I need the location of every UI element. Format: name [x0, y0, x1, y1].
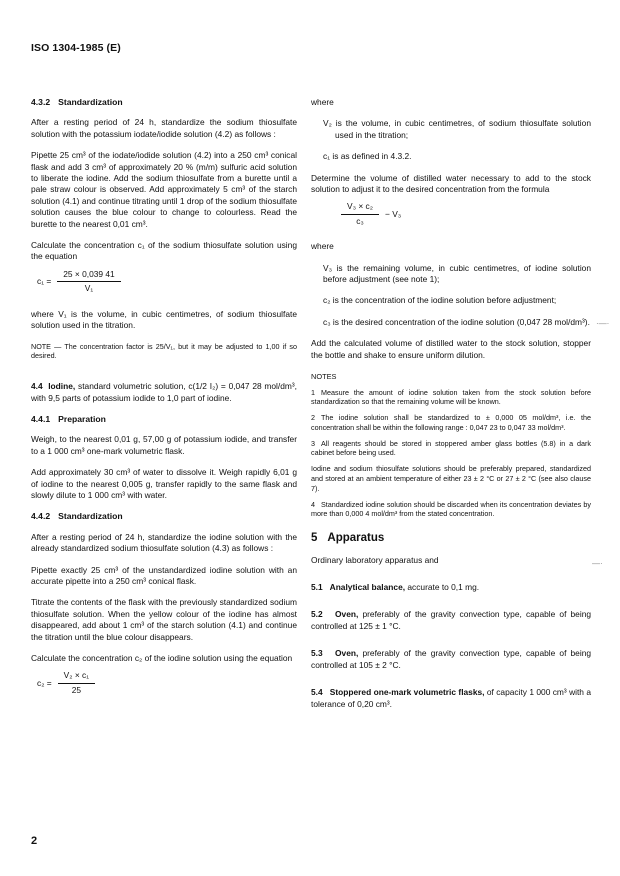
- section-text: standard volumetric solution, c(1/2 I₂) = 0,047 28 mol/dm³, with 9,5 parts of potassium iodide to 1,0 part of iodine.: [31, 381, 297, 403]
- paragraph: where: [311, 97, 334, 107]
- section-number: 5.1: [311, 582, 323, 593]
- section-4-4-2-heading: [31, 511, 297, 522]
- section-5-2: [311, 609, 591, 632]
- definition-v2: V₂ is the volume, in cubic centimetres, of sodium thiosulfate solution used in the titration;: [323, 118, 591, 140]
- notes-title: NOTES: [311, 372, 337, 382]
- note-2: [311, 413, 591, 433]
- paragraph: Add approximately 30 cm³ of water to dissolve it. Weigh rapidly 6,01 g of iodine to the nearest 0,005 g, transfer rapidly to the same flask and slowly dilute to 1 000 cm³ with water.: [31, 467, 297, 500]
- note-text: Measure the amount of iodine solution taken from the stock solution before standardization so that the remaining volume will be known.: [311, 387, 591, 407]
- equation-c2: [37, 670, 297, 696]
- fraction-denominator: c₃: [356, 215, 364, 226]
- section-number: 4.3.2: [31, 97, 51, 107]
- paragraph: Calculate the concentration c₁ of the sodium thiosulfate solution using the equation: [31, 240, 297, 262]
- note-text: All reagents should be stored in stoppered amber glass bottles (5.8) in a dark cabinet before being used.: [311, 438, 591, 458]
- paragraph: Add the calculated volume of distilled water to the stock solution, stopper the bottle and shake to ensure uniform dilution.: [311, 338, 591, 360]
- paragraph: where: [311, 241, 334, 252]
- fraction-numerator: 25 × 0,039 41: [57, 269, 120, 282]
- section-number: 5: [311, 532, 318, 545]
- equation-lhs: c₂ =: [37, 677, 52, 688]
- definition-c3: c₃ is the desired concentration of the iodine solution (0,047 28 mol/dm³).: [323, 316, 590, 327]
- note-text: The iodine solution shall be standardized to ± 0,000 05 mol/dm³, i.e. the concentration shall be within the following range : 0,047 23 to 0,047 33 mol/dm³.: [311, 413, 591, 432]
- fraction-denominator: V₁: [84, 283, 94, 294]
- section-title: Iodine,: [48, 381, 76, 392]
- paragraph: where V₁ is the volume, in cubic centimetres, of sodium thiosulfate solution used in the titration.: [31, 308, 297, 331]
- note-4: [311, 500, 591, 520]
- section-number: 4.4.2: [31, 511, 51, 522]
- definition-v3: V₃ is the remaining volume, in cubic centimetres, of iodine solution before adjustment (see note 1);: [323, 262, 591, 285]
- note-3-continued: Iodine and sodium thiosulfate solutions should be preferably prepared, standardized and stored at an ambient temperature of either 23 ± 2 °C or 27 ± 2 °C (see also clause 7).: [311, 464, 591, 493]
- section-number: 5.2: [311, 609, 323, 620]
- page-number: 2: [31, 835, 38, 847]
- section-5-3: [311, 648, 591, 671]
- fraction: [57, 269, 120, 295]
- section-title: Oven,: [335, 609, 359, 620]
- note-number: 2: [311, 413, 315, 423]
- paragraph: Ordinary laboratory apparatus and: [311, 554, 439, 565]
- section-title: Preparation: [58, 413, 106, 424]
- note-3: [311, 439, 591, 459]
- section-4-4-1-heading: [31, 414, 297, 425]
- section-title: Oven,: [335, 648, 359, 659]
- section-number: 4.4.1: [31, 413, 51, 424]
- paragraph: After a resting period of 24 h, standardize the sodium thiosulfate solution with the potassium iodate/iodide solution (4.2) as follows :: [31, 117, 297, 139]
- section-text: accurate to 0,1 mg.: [407, 582, 480, 593]
- paragraph: After a resting period of 24 h, standardize the iodine solution with the already standardized sodium thiosulfate solution (4.3) as follows :: [31, 531, 297, 554]
- margin-mark: ·—·: [596, 319, 610, 328]
- section-5-heading: [311, 533, 591, 544]
- paragraph: Calculate the concentration c₂ of the iodine solution using the equation: [31, 653, 293, 663]
- section-5-4: [311, 687, 591, 710]
- section-number: 5.4: [311, 687, 323, 698]
- margin-mark: —·: [592, 559, 603, 568]
- section-title: Stoppered one-mark volumetric flasks,: [329, 687, 485, 698]
- equation-lhs: c₁ =: [37, 276, 52, 287]
- note-1: [311, 388, 591, 408]
- section-4-3-2-heading: [31, 97, 297, 108]
- section-title: Standardization: [58, 97, 123, 107]
- section-number: 5.3: [311, 648, 323, 659]
- fraction: [341, 201, 379, 227]
- equation-dilution: [341, 201, 591, 227]
- left-column: [31, 97, 297, 710]
- section-text: preferably of the gravity convection type, capable of being controlled at 125 ± 1 °C.: [311, 609, 592, 631]
- equation-tail: − V₃: [384, 208, 402, 219]
- paragraph: Determine the volume of distilled water necessary to add to the stock solution to adjust it to the desired concentration from the formula: [311, 172, 591, 195]
- fraction-numerator: V₂ × c₁: [58, 670, 95, 683]
- section-title: Standardization: [58, 511, 123, 522]
- paragraph: Pipette 25 cm³ of the iodate/iodide solution (4.2) into a 250 cm³ conical flask and add 3 cm³ of approximately 20 % (m/m) sulfuric acid solution to liberate the iodine. Add the sodium thiosulfate from a burette until a pale straw colour is observed. Add approximately 5 cm³ of the starch solution (4.1) and continue titrating until 1 drop of the sodium thiosulfate solution causes the blue colour to change to colourless. Read the burette to the nearest 0,01 cm³.: [31, 150, 297, 229]
- right-column: [311, 97, 591, 720]
- document-header: ISO 1304-1985 (E): [31, 42, 121, 54]
- paragraph: Titrate the contents of the flask with the previously standardized sodium thiosulfate solution. When the yellow colour of the iodine has almost disappeared, add about 1 cm³ of the starch solution (4.1) and continue the titration until the blue colour disappears.: [31, 597, 297, 642]
- equation-c1: [37, 269, 297, 295]
- section-number: 4.4: [31, 381, 43, 392]
- note-number: 4: [311, 499, 315, 509]
- fraction: [58, 670, 95, 696]
- section-text: preferably of the gravity convection type, capable of being controlled at 105 ± 2 °C.: [311, 648, 592, 670]
- note-number: 3: [311, 438, 315, 448]
- paragraph: Pipette exactly 25 cm³ of the unstandardized iodine solution with an accurate pipette into a 250 cm³ conical flask.: [31, 564, 297, 586]
- paragraph: Weigh, to the nearest 0,01 g, 57,00 g of potassium iodide, and transfer to a 1 000 cm³ one-mark volumetric flask.: [31, 434, 297, 456]
- note: NOTE — The concentration factor is 25/V₁, but it may be adjusted to 1,00 if so desired.: [31, 341, 297, 361]
- definition-c2: c₂ is the concentration of the iodine solution before adjustment;: [323, 295, 557, 306]
- section-title: Apparatus: [327, 532, 385, 545]
- section-text: of capacity 1 000 cm³ with a tolerance of 0,20 cm³.: [311, 687, 591, 709]
- section-5-1: [311, 582, 591, 593]
- note-number: 1: [311, 387, 315, 397]
- section-title: Analytical balance,: [329, 582, 406, 593]
- note-text: Standardized iodine solution should be discarded when its concentration deviates by more than 0,000 4 mol/dm³ from the stated concentration.: [311, 499, 591, 519]
- fraction-denominator: 25: [71, 684, 82, 695]
- section-4-4-heading: [31, 381, 297, 404]
- fraction-numerator: V₃ × c₂: [341, 201, 379, 214]
- definition-c1: c₁ is as defined in 4.3.2.: [323, 151, 412, 162]
